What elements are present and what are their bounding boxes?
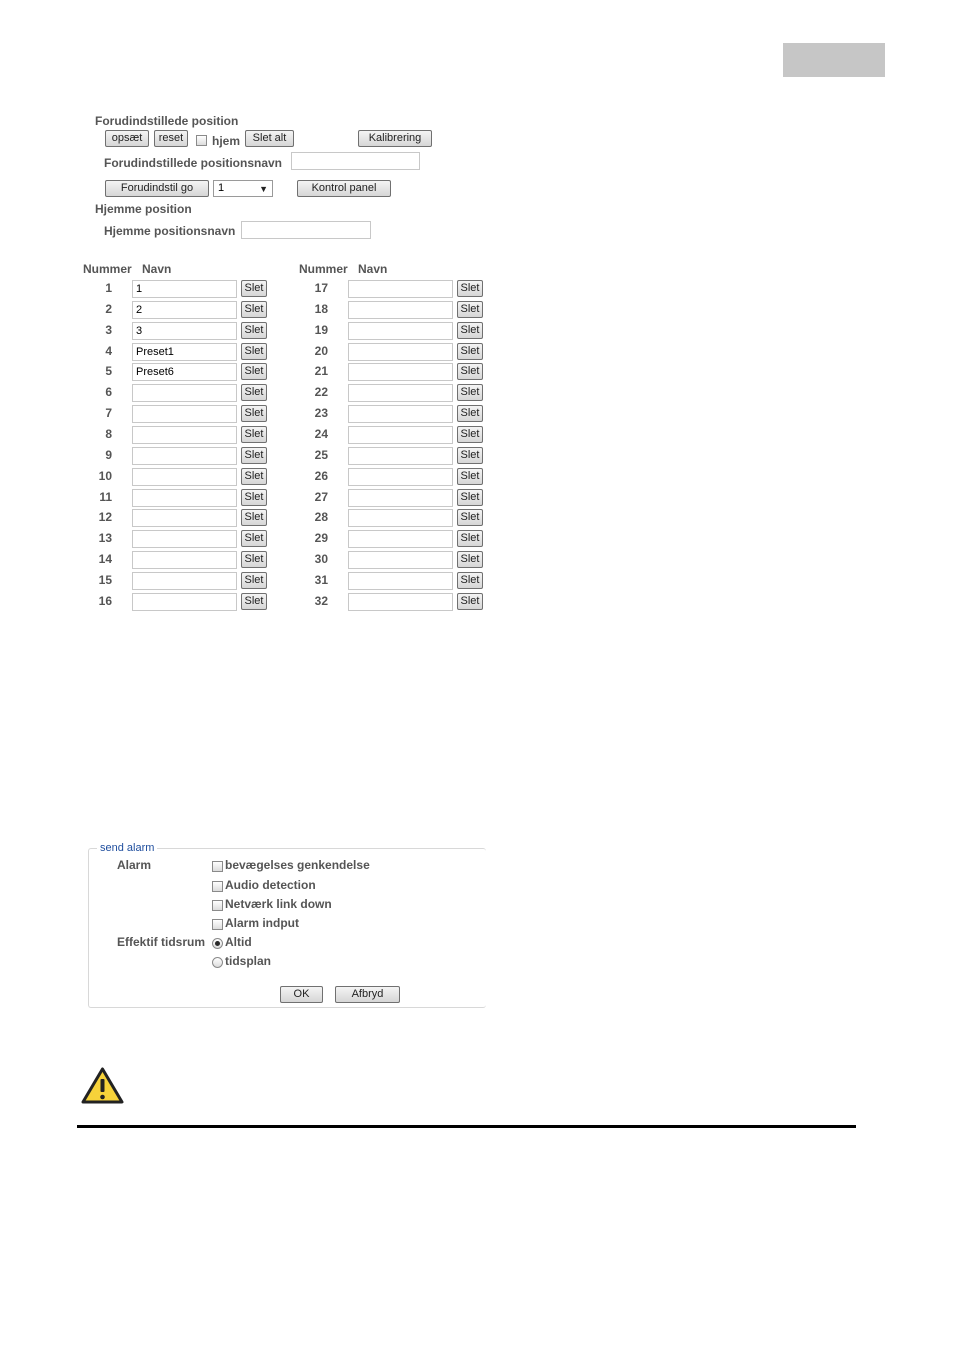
period-always-label: Altid — [225, 935, 252, 949]
preset-number: 25 — [314, 447, 328, 462]
preset-goto-select-value: 1 — [218, 182, 225, 194]
delete-preset-button[interactable]: Slet — [241, 280, 267, 297]
delete-preset-button[interactable]: Slet — [457, 405, 483, 422]
alarm-option-label: Alarm indput — [225, 916, 299, 930]
preset-name-field[interactable] — [348, 468, 453, 486]
delete-preset-button[interactable]: Slet — [241, 405, 267, 422]
preset-name-field[interactable] — [348, 363, 453, 381]
preset-name-field[interactable] — [132, 426, 237, 444]
preset-name-field[interactable] — [348, 426, 453, 444]
preset-number: 2 — [105, 301, 112, 316]
preset-number: 16 — [98, 593, 112, 608]
preset-number: 21 — [314, 364, 328, 379]
preset-name-field[interactable] — [132, 405, 237, 423]
preset-name-field[interactable] — [348, 384, 453, 402]
period-radio-schedule[interactable] — [212, 957, 223, 968]
preset-name-field[interactable] — [348, 551, 453, 569]
preset-name-field[interactable] — [132, 363, 237, 381]
preset-name-field[interactable] — [348, 447, 453, 465]
preset-name-field[interactable] — [132, 322, 237, 340]
alarm-option-checkbox[interactable] — [212, 919, 223, 930]
preset-name-field[interactable] — [132, 551, 237, 569]
preset-name-field[interactable] — [348, 530, 453, 548]
preset-name-field[interactable] — [132, 509, 237, 527]
home-name-input[interactable] — [241, 221, 371, 239]
send-alarm-legend: send alarm — [97, 842, 157, 854]
delete-preset-button[interactable]: Slet — [457, 468, 483, 485]
preset-name-field[interactable] — [132, 593, 237, 611]
preset-number: 8 — [105, 426, 112, 441]
preset-number: 23 — [314, 406, 328, 421]
delete-preset-button[interactable]: Slet — [241, 489, 267, 506]
preset-number: 7 — [105, 406, 112, 421]
preset-number: 11 — [99, 489, 112, 504]
preset-number: 20 — [314, 343, 328, 358]
preset-number: 12 — [98, 510, 112, 525]
delete-preset-button[interactable]: Slet — [241, 593, 267, 610]
delete-preset-button[interactable]: Slet — [241, 468, 267, 485]
preset-number: 4 — [105, 343, 112, 358]
preset-name-field[interactable] — [132, 280, 237, 298]
preset-number: 32 — [314, 593, 328, 608]
alarm-label: Alarm — [117, 858, 152, 872]
alarm-option-checkbox[interactable] — [212, 900, 223, 911]
preset-number: 5 — [105, 364, 112, 379]
left-header-name: Navn — [142, 262, 172, 276]
setup-button[interactable]: opsæt — [105, 130, 149, 147]
preset-number: 3 — [105, 322, 112, 337]
home-section-title: Hjemme position — [95, 202, 192, 216]
delete-preset-button[interactable]: Slet — [457, 280, 483, 297]
preset-name-field[interactable] — [348, 301, 453, 319]
preset-number: 29 — [314, 531, 328, 546]
preset-number: 15 — [98, 572, 112, 587]
delete-preset-button[interactable]: Slet — [241, 384, 267, 401]
preset-number: 28 — [314, 510, 328, 525]
reset-button[interactable]: reset — [154, 130, 188, 147]
preset-number: 6 — [105, 385, 112, 400]
preset-number: 30 — [314, 552, 328, 567]
delete-preset-button[interactable]: Slet — [457, 593, 483, 610]
preset-number: 17 — [314, 281, 328, 295]
alarm-option-checkbox[interactable] — [212, 881, 223, 892]
preset-number: 26 — [314, 468, 328, 483]
period-radio-always[interactable] — [212, 938, 223, 949]
delete-preset-button[interactable]: Slet — [457, 572, 483, 589]
preset-number: 14 — [98, 552, 112, 567]
alarm-option-label: Netværk link down — [225, 897, 332, 911]
home-checkbox-label: hjem — [212, 134, 241, 148]
delete-preset-button[interactable]: Slet — [457, 509, 483, 526]
period-label: Effektif tidsrum — [117, 935, 206, 949]
preset-name-field[interactable] — [348, 280, 453, 298]
preset-name-field[interactable] — [348, 572, 453, 590]
preset-name-label: Forudindstillede positionsnavn — [104, 156, 283, 170]
preset-name-field[interactable] — [132, 468, 237, 486]
horizontal-rule — [77, 1125, 856, 1128]
preset-name-input[interactable] — [291, 152, 420, 170]
left-header-number: Nummer — [83, 262, 132, 276]
chevron-down-icon: ▼ — [259, 184, 268, 194]
delete-preset-button[interactable]: Slet — [457, 447, 483, 464]
delete-preset-button[interactable]: Slet — [241, 572, 267, 589]
preset-name-field[interactable] — [132, 384, 237, 402]
right-header-number: Nummer — [299, 262, 348, 276]
delete-preset-button[interactable]: Slet — [457, 384, 483, 401]
cancel-button[interactable]: Afbryd — [335, 986, 400, 1003]
delete-preset-button[interactable]: Slet — [241, 509, 267, 526]
ok-button[interactable]: OK — [280, 986, 323, 1003]
home-checkbox[interactable] — [196, 135, 207, 146]
preset-number: 1 — [105, 281, 112, 295]
delete-preset-button[interactable]: Slet — [241, 322, 267, 339]
delete-preset-button[interactable]: Slet — [457, 343, 483, 360]
preset-name-field[interactable] — [348, 489, 453, 507]
preset-goto-button[interactable]: Forudindstil go — [105, 180, 209, 197]
preset-name-field[interactable] — [132, 489, 237, 507]
delete-preset-button[interactable]: Slet — [457, 322, 483, 339]
delete-preset-button[interactable]: Slet — [457, 363, 483, 380]
preset-number: 9 — [105, 447, 112, 462]
preset-name-field[interactable] — [348, 322, 453, 340]
preset-name-field[interactable] — [348, 509, 453, 527]
delete-preset-button[interactable]: Slet — [241, 301, 267, 318]
alarm-option-label: bevægelses genkendelse — [225, 858, 370, 872]
delete-preset-button[interactable]: Slet — [241, 551, 267, 568]
delete-all-button[interactable]: Slet alt — [245, 130, 294, 147]
calibration-button[interactable]: Kalibrering — [358, 130, 432, 147]
preset-name-field[interactable] — [348, 343, 453, 361]
delete-preset-button[interactable]: Slet — [241, 343, 267, 360]
preset-name-field[interactable] — [132, 343, 237, 361]
period-schedule-label: tidsplan — [225, 954, 272, 968]
preset-number: 10 — [98, 468, 112, 483]
preset-number: 31 — [314, 572, 328, 587]
delete-preset-button[interactable]: Slet — [241, 530, 267, 547]
right-header-name: Navn — [358, 262, 388, 276]
alarm-option-label: Audio detection — [225, 878, 316, 892]
delete-preset-button[interactable]: Slet — [241, 363, 267, 380]
preset-name-field[interactable] — [348, 405, 453, 423]
preset-number: 19 — [314, 322, 328, 337]
control-panel-button[interactable]: Kontrol panel — [297, 180, 391, 197]
preset-number: 24 — [314, 426, 328, 441]
preset-name-field[interactable] — [132, 301, 237, 319]
delete-preset-button[interactable]: Slet — [457, 301, 483, 318]
preset-number: 18 — [314, 301, 328, 316]
preset-number: 13 — [98, 531, 112, 546]
preset-goto-select[interactable] — [213, 180, 273, 197]
preset-name-field[interactable] — [348, 593, 453, 611]
alarm-option-checkbox[interactable] — [212, 861, 223, 872]
preset-section-title: Forudindstillede position — [95, 114, 239, 128]
delete-preset-button[interactable]: Slet — [457, 551, 483, 568]
page-tab-marker — [783, 43, 885, 77]
home-name-label: Hjemme positionsnavn — [104, 224, 236, 238]
delete-preset-button[interactable]: Slet — [457, 489, 483, 506]
preset-name-field[interactable] — [132, 530, 237, 548]
delete-preset-button[interactable]: Slet — [457, 530, 483, 547]
preset-number: 27 — [314, 489, 328, 504]
preset-name-field[interactable] — [132, 447, 237, 465]
preset-name-field[interactable] — [132, 572, 237, 590]
delete-preset-button[interactable]: Slet — [457, 426, 483, 443]
delete-preset-button[interactable]: Slet — [241, 447, 267, 464]
warning-icon — [80, 1066, 125, 1106]
preset-number: 22 — [314, 385, 328, 400]
delete-preset-button[interactable]: Slet — [241, 426, 267, 443]
